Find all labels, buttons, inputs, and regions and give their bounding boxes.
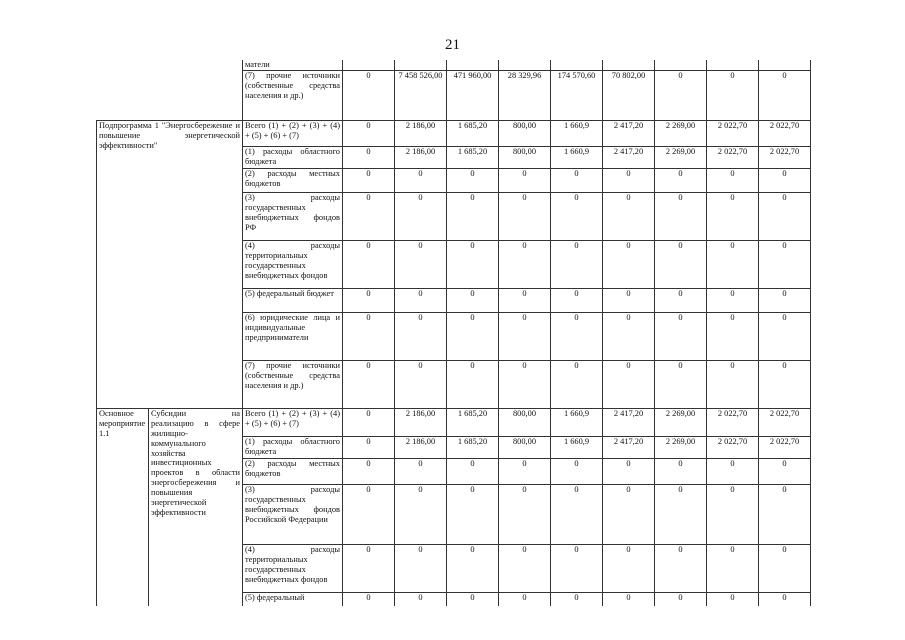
value-cell: 0 xyxy=(343,436,395,458)
value-cell: 2 022,70 xyxy=(707,146,759,168)
value-cell: 0 xyxy=(759,360,811,408)
value-cell: 0 xyxy=(343,168,395,192)
value-cell: 174 570,60 xyxy=(551,70,603,120)
value-cell: 0 xyxy=(603,312,655,360)
value-cell: 0 xyxy=(759,544,811,592)
value-cell: 28 329,96 xyxy=(499,70,551,120)
value-cell: 0 xyxy=(603,168,655,192)
funding-source-cell: матели xyxy=(243,60,343,70)
value-cell xyxy=(707,60,759,70)
value-cell: 0 xyxy=(655,70,707,120)
funding-source-cell: (6) юридические лица и индивидуальные предприниматели xyxy=(243,312,343,360)
value-cell xyxy=(655,60,707,70)
value-cell: 0 xyxy=(499,312,551,360)
value-cell: 2 269,00 xyxy=(655,146,707,168)
value-cell: 7 458 526,00 xyxy=(395,70,447,120)
value-cell: 0 xyxy=(395,168,447,192)
value-cell: 0 xyxy=(343,544,395,592)
value-cell: 0 xyxy=(655,484,707,544)
value-cell: 0 xyxy=(603,592,655,606)
value-cell: 1 660,9 xyxy=(551,120,603,146)
value-cell: 0 xyxy=(707,288,759,312)
value-cell: 2 417,20 xyxy=(603,146,655,168)
value-cell: 2 022,70 xyxy=(759,436,811,458)
value-cell: 0 xyxy=(759,288,811,312)
value-cell: 0 xyxy=(343,240,395,288)
value-cell: 0 xyxy=(707,168,759,192)
value-cell: 0 xyxy=(395,288,447,312)
value-cell: 800,00 xyxy=(499,408,551,436)
value-cell: 0 xyxy=(447,592,499,606)
value-cell: 0 xyxy=(707,312,759,360)
table-row xyxy=(97,408,811,436)
value-cell: 0 xyxy=(707,192,759,240)
page-number: 21 xyxy=(445,37,460,53)
value-cell: 70 802,00 xyxy=(603,70,655,120)
value-cell: 0 xyxy=(447,484,499,544)
value-cell: 0 xyxy=(447,192,499,240)
value-cell: 0 xyxy=(551,288,603,312)
value-cell: 2 269,00 xyxy=(655,120,707,146)
value-cell: 0 xyxy=(447,458,499,484)
value-cell: 0 xyxy=(603,458,655,484)
funding-source-cell: (3) расходы государственных внебюджетных фондов РФ xyxy=(243,192,343,240)
value-cell: 0 xyxy=(499,458,551,484)
value-cell: 1 660,9 xyxy=(551,146,603,168)
value-cell: 2 417,20 xyxy=(603,436,655,458)
value-cell: 1 685,20 xyxy=(447,120,499,146)
value-cell xyxy=(343,60,395,70)
funding-source-cell: (2) расходы местных бюджетов xyxy=(243,458,343,484)
value-cell: 0 xyxy=(603,288,655,312)
value-cell: 800,00 xyxy=(499,120,551,146)
value-cell: 0 xyxy=(551,192,603,240)
value-cell: 0 xyxy=(655,288,707,312)
value-cell: 0 xyxy=(551,484,603,544)
value-cell: 0 xyxy=(707,240,759,288)
budget-table-body xyxy=(97,60,811,606)
value-cell: 0 xyxy=(655,360,707,408)
value-cell: 0 xyxy=(447,240,499,288)
value-cell: 0 xyxy=(551,312,603,360)
empty-left-cell xyxy=(97,60,243,120)
value-cell: 0 xyxy=(655,192,707,240)
value-cell: 0 xyxy=(759,70,811,120)
value-cell: 0 xyxy=(343,484,395,544)
value-cell: 0 xyxy=(759,484,811,544)
value-cell: 0 xyxy=(655,458,707,484)
value-cell: 0 xyxy=(499,360,551,408)
measure-code-cell: Основное мероприятие 1.1 xyxy=(97,408,149,606)
value-cell: 0 xyxy=(343,458,395,484)
value-cell: 0 xyxy=(395,240,447,288)
table-row xyxy=(97,60,811,70)
value-cell: 0 xyxy=(655,592,707,606)
value-cell: 0 xyxy=(447,544,499,592)
value-cell: 0 xyxy=(551,168,603,192)
value-cell: 0 xyxy=(343,70,395,120)
value-cell: 800,00 xyxy=(499,436,551,458)
value-cell: 0 xyxy=(551,240,603,288)
value-cell: 0 xyxy=(343,408,395,436)
value-cell xyxy=(395,60,447,70)
value-cell: 0 xyxy=(655,240,707,288)
value-cell: 0 xyxy=(707,592,759,606)
funding-source-cell: (1) расходы областного бюджета xyxy=(243,436,343,458)
value-cell: 0 xyxy=(499,484,551,544)
value-cell: 0 xyxy=(551,360,603,408)
value-cell: 0 xyxy=(603,360,655,408)
value-cell: 2 022,70 xyxy=(759,120,811,146)
funding-source-cell: (3) расходы государственных внебюджетных фондов Российской Федерации xyxy=(243,484,343,544)
value-cell: 0 xyxy=(395,544,447,592)
funding-source-cell: (5) федеральный xyxy=(243,592,343,606)
value-cell: 0 xyxy=(395,312,447,360)
funding-source-cell: (4) расходы территориальных государственных внебюджетных фондов xyxy=(243,544,343,592)
value-cell: 471 960,00 xyxy=(447,70,499,120)
value-cell: 1 660,9 xyxy=(551,436,603,458)
value-cell: 1 685,20 xyxy=(447,436,499,458)
value-cell: 0 xyxy=(343,120,395,146)
value-cell: 2 186,00 xyxy=(395,146,447,168)
funding-source-cell: (7) прочие источники (собственные средства населения и др.) xyxy=(243,70,343,120)
value-cell: 0 xyxy=(759,458,811,484)
value-cell: 2 186,00 xyxy=(395,408,447,436)
value-cell: 0 xyxy=(343,312,395,360)
budget-table xyxy=(96,60,811,606)
value-cell: 0 xyxy=(447,288,499,312)
value-cell: 0 xyxy=(655,168,707,192)
value-cell: 0 xyxy=(499,288,551,312)
value-cell: 0 xyxy=(759,312,811,360)
value-cell: 0 xyxy=(707,544,759,592)
value-cell: 0 xyxy=(499,168,551,192)
value-cell: 2 417,20 xyxy=(603,408,655,436)
value-cell xyxy=(603,60,655,70)
value-cell: 0 xyxy=(603,544,655,592)
value-cell xyxy=(447,60,499,70)
value-cell: 0 xyxy=(395,192,447,240)
value-cell: 0 xyxy=(343,360,395,408)
value-cell: 0 xyxy=(343,192,395,240)
value-cell: 0 xyxy=(707,360,759,408)
value-cell: 0 xyxy=(551,592,603,606)
funding-source-cell: (4) расходы территориальных государственных внебюджетных фондов xyxy=(243,240,343,288)
value-cell: 1 660,9 xyxy=(551,408,603,436)
value-cell: 0 xyxy=(343,288,395,312)
value-cell: 0 xyxy=(343,146,395,168)
value-cell: 0 xyxy=(447,168,499,192)
funding-source-cell: (2) расходы местных бюджетов xyxy=(243,168,343,192)
value-cell: 2 417,20 xyxy=(603,120,655,146)
value-cell: 0 xyxy=(551,544,603,592)
value-cell: 0 xyxy=(551,458,603,484)
value-cell: 0 xyxy=(603,192,655,240)
value-cell: 0 xyxy=(707,458,759,484)
value-cell: 2 022,70 xyxy=(707,120,759,146)
value-cell: 2 186,00 xyxy=(395,120,447,146)
value-cell: 800,00 xyxy=(499,146,551,168)
value-cell: 2 269,00 xyxy=(655,436,707,458)
table-row xyxy=(97,120,811,146)
value-cell: 2 269,00 xyxy=(655,408,707,436)
value-cell: 1 685,20 xyxy=(447,408,499,436)
value-cell: 0 xyxy=(395,458,447,484)
value-cell: 0 xyxy=(759,192,811,240)
value-cell: 1 685,20 xyxy=(447,146,499,168)
value-cell: 0 xyxy=(655,312,707,360)
value-cell: 2 022,70 xyxy=(759,408,811,436)
value-cell: 0 xyxy=(395,484,447,544)
value-cell: 2 022,70 xyxy=(759,146,811,168)
value-cell: 0 xyxy=(447,360,499,408)
value-cell: 0 xyxy=(499,592,551,606)
value-cell: 0 xyxy=(655,544,707,592)
funding-source-cell: (5) федеральный бюджет xyxy=(243,288,343,312)
value-cell: 0 xyxy=(395,360,447,408)
value-cell: 0 xyxy=(603,484,655,544)
value-cell: 0 xyxy=(499,240,551,288)
value-cell: 0 xyxy=(603,240,655,288)
value-cell: 0 xyxy=(759,240,811,288)
value-cell: 2 022,70 xyxy=(707,408,759,436)
value-cell: 0 xyxy=(759,168,811,192)
funding-source-cell: (1) расходы областного бюджета xyxy=(243,146,343,168)
value-cell: 0 xyxy=(499,192,551,240)
funding-source-cell: Всего (1) + (2) + (3) + (4) + (5) + (6) + (7) xyxy=(243,120,343,146)
funding-source-cell: Всего (1) + (2) + (3) + (4) + (5) + (6) + (7) xyxy=(243,408,343,436)
value-cell: 0 xyxy=(707,484,759,544)
value-cell xyxy=(551,60,603,70)
value-cell xyxy=(499,60,551,70)
value-cell: 0 xyxy=(759,592,811,606)
value-cell: 0 xyxy=(707,70,759,120)
value-cell xyxy=(759,60,811,70)
value-cell: 2 022,70 xyxy=(707,436,759,458)
value-cell: 0 xyxy=(447,312,499,360)
value-cell: 0 xyxy=(499,544,551,592)
funding-source-cell: (7) прочие источники (собственные средства населения и др.) xyxy=(243,360,343,408)
measure-name-cell: Субсидии на реализацию в сфере жилищно-коммунального хозяйства инвестиционных проектов в области энергосбережения и повышения энергетической эффективности xyxy=(149,408,243,606)
value-cell: 0 xyxy=(343,592,395,606)
value-cell: 2 186,00 xyxy=(395,436,447,458)
value-cell: 0 xyxy=(395,592,447,606)
program-name-cell: Подпрограмма 1 "Энергосбережение и повышение энергетической эффективности" xyxy=(97,120,243,408)
